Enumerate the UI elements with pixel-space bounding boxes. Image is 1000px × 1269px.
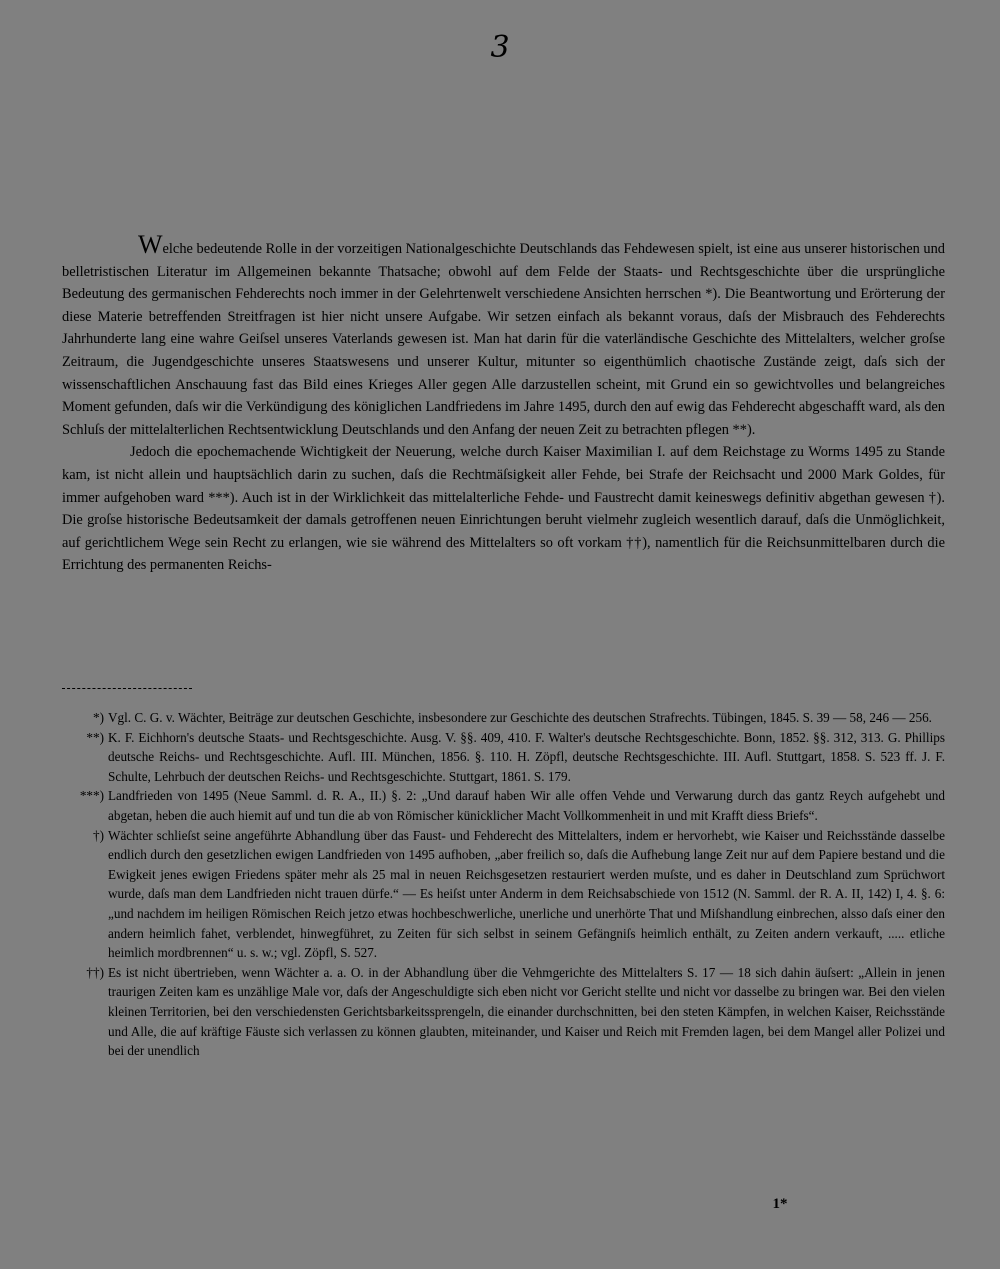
footnote-marker: ***) [79,788,104,804]
footnote-text: Vgl. C. G. v. Wächter, Beiträge zur deutschen Geschichte, insbesondere zur Geschichte des deutschen Strafrechts. Tübingen, 1845. S. 39 — 58, 246 — 256. [108,710,932,725]
footnote-marker: ††) [86,964,104,980]
footnote [62,826,945,963]
main-text [62,230,945,577]
footnote-text: Landfrieden von 1495 (Neue Samml. d. R. A., II.) §. 2: „Und darauf haben Wir alle offen Vehde und Verwarung durch das gantz Reych aufgehebt und abgetan, heben die auch hiemit auf und tun die ab von Römischer künicklicher Macht Vollkommenheit in und mit Krafft diess Briefs“. [108,788,945,823]
footnote-text: K. F. Eichhorn's deutsche Staats- und Rechtsgeschichte. Ausg. V. §§. 409, 410. F. Walter's deutsche Rechtsgeschichte. Bonn, 1852. §§. 312, 313. G. Phillips deutsche Reichs- und Rechtsgeschichte. Aufl. III. München, 1856. §. 110. H. Zöpfl, deutsche Rechtsgeschichte. III. Aufl. Stuttgart, 1858. S. 523 ff. J. F. Schulte, Lehrbuch der deutschen Reichs- und Rechtsgeschichte. Stuttgart, 1861. S. 179. [108,729,945,784]
paragraph-1-text: elche bedeutende Rolle in der vorzeitigen Nationalgeschichte Deutschlands das Fehdewesen spielt, ist eine aus unserer historischen und belletristischen Literatur im Allgemeinen bekannte Thatsache; obwohl auf dem Felde der Staats- und Rechtsgeschichte über die ursprüngliche Bedeutung des germanischen Fehderechts noch immer in der Gelehrtenwelt verschiedene Ansichten herrschen *). Die Beantwortung und Erörterung der diese Materie betreffenden Streitfragen ist hier nicht unsere Aufgabe. Wir setzen einfach als bekannt voraus, daſs der Misbrauch des Fehderechts Jahrhunderte lang eine wahre Geiſsel unseres Vaterlands gewesen ist. Man hat darin für die vaterländische Geschichte des Mittelalters, welcher groſse Zeitraum, die Jugendgeschichte unseres Staatswesens und unserer Kultur, mitunter so eigenthümlich chaotische Zustände zeigt, daſs sich der wissenschaftlichen Anschauung fast das Bild eines Krieges Aller gegen Alle darzustellen scheint, mit Grund ein so gewichtvolles und belangreiches Moment gefunden, daſs wir die Verkündigung des königlichen Landfriedens im Jahre 1495, durch den auf ewig das Fehderecht abgeschafft ward, als den Schluſs der mittelalterlichen Rechtsentwicklung Deutschlands und den Anfang der neuen Zeit zu betrachten pflegen **). [62,241,945,438]
footnote-marker: †) [93,827,104,843]
footnote-text: Wächter schlieſst seine angeführte Abhandlung über das Faust- und Fehderecht des Mittelalters, indem er hervorhebt, wie Kaiser und Reichsstände dasselbe endlich durch den gesetzlichen ewigen Landfrieden von 1495 aufhoben, „aber freilich so, daſs die Aufhebung lange Zeit nur auf dem Papiere bestand und die Ewigkeit jenes ewigen Friedens später mehr als 25 mal in neuen Reichsgesetzen restauriert werden muſste, und es daher in Deutschland zum Sprüchwort wurde, daſs man dem Landfrieden nicht trauen dürfe.“ — Es heiſst unter Anderm in dem Reichsabschiede von 1512 (N. Samml. der R. A. II, 142) I, 4. §. 6: „und nachdem im heiligen Römischen Reich jetzo etwas hochbeschwerliche, unerliche und unerhörte That und Miſshandlung einbrechen, alsso daſs einer den andern heimlich fahet, verblendet, hinwegführet, zu Zeiten für sich selbst in seinem Gefängniſs heimlich enthält, zu Zeiten andern verkauft, ..... etliche heimlich mordbrennen“ u. s. w.; vgl. Zöpfl, S. 527. [108,827,945,961]
footnote [62,728,945,787]
drop-cap: W [138,230,163,259]
footnote-marker: **) [86,729,104,745]
footnote [62,786,945,825]
footnote-separator [62,688,192,689]
paragraph-2: Jedoch die epochemachende Wichtigkeit der Neuerung, welche durch Kaiser Maximilian I. auf dem Reichstage zu Worms 1495 zu Stande kam, ist nicht allein und hauptsächlich darin zu suchen, daſs die Rechtmäſsigkeit aller Fehde, bei Strafe der Reichsacht und 2000 Mark Goldes, für immer aufgehoben ward ***). Auch ist in der Wirklichkeit das mittelalterliche Fehde- und Faustrecht damit keineswegs definitiv abgethan gewesen †). Die groſse historische Bedeutsamkeit der damals getroffenen neuen Einrichtungen beruht vielmehr zugleich wesentlich darauf, daſs die Unmöglichkeit, auf gerichtlichem Wege sein Recht zu erlangen, wie sie während des Mittelalters so oft vorkam ††), namentlich für die Reichsunmittelbaren durch die Errichtung des permanenten Reichs- [62,444,945,574]
page-number: 3 [490,30,510,65]
footnotes [62,708,945,1061]
footnote [62,708,945,728]
paragraph-1 [62,230,945,441]
footnote-text: Es ist nicht übertrieben, wenn Wächter a. a. O. in der Abhandlung über die Vehmgerichte des Mittelalters S. 17 — 18 sich dahin äuſsert: „Allein in jenen traurigen Zeiten kam es unzählige Male vor, daſs der Angeschuldigte sich eben nicht vor Gericht stellte und nicht vor dasselbe zu bringen war. Bei den vielen kleinen Territorien, bei den verschiedensten Gerichtsbarkeitssprengeln, die einander durchschnitten, bei den steten Kämpfen, in welchen Kaiser, Reichsstände und Alle, die auf kräftige Fäuste sich verlassen zu können glaubten, miteinander, und Kaiser und Reich mit Fremden lagen, bei dem Mangel aller Polizei und bei der unendlich [108,964,945,1059]
footnote [62,963,945,1061]
signature-mark: 1* [772,1196,788,1212]
footnote-marker: *) [93,710,104,725]
